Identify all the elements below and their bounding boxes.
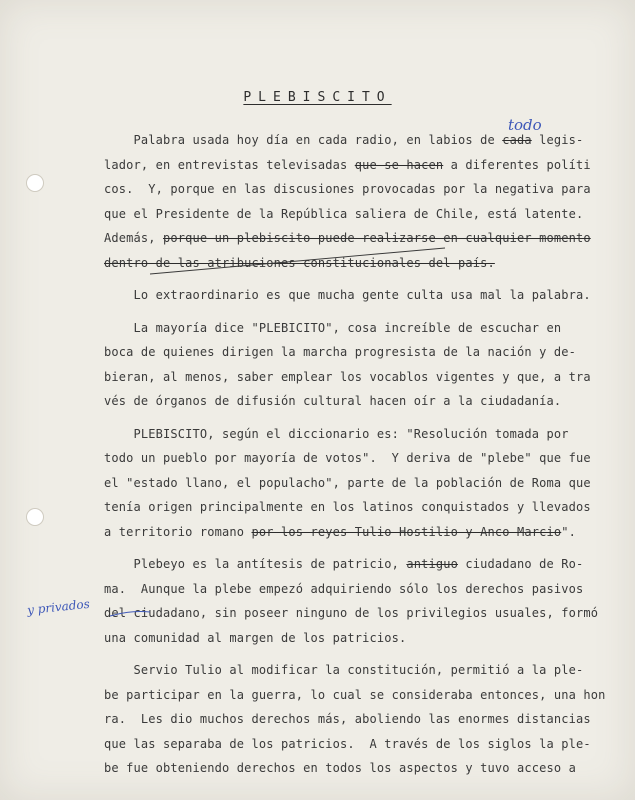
struck-text: que se hacen	[354, 157, 444, 172]
typed-text: boca de quienes dirigen la marcha progresista de la nación y de-	[104, 345, 576, 359]
typed-text: todo un pueblo por mayoría de votos". Y deriva de "plebe" que fue	[104, 451, 591, 465]
struck-text: por los reyes Tulio Hostilio y Anco Marcio	[251, 524, 562, 539]
typed-text: Palabra usada hoy día en cada radio, en labios de	[104, 133, 503, 147]
typed-text: vés de órganos de difusión cultural hacen oír a la ciudadanía.	[104, 394, 562, 408]
typed-text: a territorio romano	[104, 524, 252, 539]
insertion-caret	[110, 612, 150, 617]
typed-text: Además,	[104, 231, 163, 245]
typed-text: Lo extraordinario es que mucha gente culta usa mal la palabra.	[104, 288, 591, 302]
document-title: PLEBISCITO	[243, 90, 392, 105]
typed-text: que el Presidente de la República saliera de Chile, está latente.	[104, 206, 584, 221]
cross-out-stroke	[150, 248, 445, 274]
typed-text: que las separaba de los patricios. A través de los siglos la ple-	[104, 736, 591, 751]
typed-text: legis-	[531, 133, 584, 147]
typed-text: una comunidad al margen de los patricios.	[104, 630, 407, 645]
typed-text: be participar en la guerra, lo cual se consideraba entonces, una hon	[104, 687, 606, 702]
typed-text: ".	[561, 524, 576, 539]
struck-text: porque un plebiscito puede realizarse en cualquier momento	[163, 231, 591, 245]
typed-text: lador, en entrevistas televisadas	[104, 157, 355, 172]
typed-text: el "estado llano, el populacho", parte de la población de Roma que	[104, 475, 591, 490]
typed-text: del ciudadano, sin poseer ninguno de los privilegios usuales, formó	[104, 606, 599, 620]
typed-text: a diferentes políti	[443, 157, 591, 172]
typed-text: ra. Les dio muchos derechos más, aboliendo las enormes distancias	[104, 712, 591, 726]
handwritten-margin-note: y privados	[26, 596, 91, 618]
typed-text: Plebeyo es la antítesis de patricio,	[104, 557, 407, 571]
typed-text: Servio Tulio al modificar la constitución, permitió a la ple-	[104, 663, 584, 677]
typed-text: bieran, al menos, saber emplear los vocablos vigentes y que, a tra	[104, 369, 591, 384]
handwritten-insertion: todo	[508, 116, 542, 134]
typed-text: tenía origen principalmente en los latinos conquistados y llevados	[104, 500, 591, 514]
struck-text: dentro de las atribuciones constitucionales del país.	[104, 255, 495, 270]
typed-text: La mayoría dice "PLEBICITO", cosa increíble de escuchar en	[104, 320, 562, 335]
typed-text: ma. Aunque la plebe empezó adquiriendo sólo los derechos pasivos	[104, 581, 584, 596]
struck-text: cada	[502, 133, 532, 147]
typed-text: be fue obteniendo derechos en todos los aspectos y tuvo acceso a	[104, 761, 576, 775]
typed-text: ciudadano de Ro-	[457, 557, 584, 571]
struck-text: antiguo	[406, 557, 458, 571]
typed-text: cos. Y, porque en las discusiones provocadas por la negativa para	[104, 182, 591, 196]
typed-text: PLEBISCITO, según el diccionario es: "Resolución tomada por	[104, 426, 569, 441]
